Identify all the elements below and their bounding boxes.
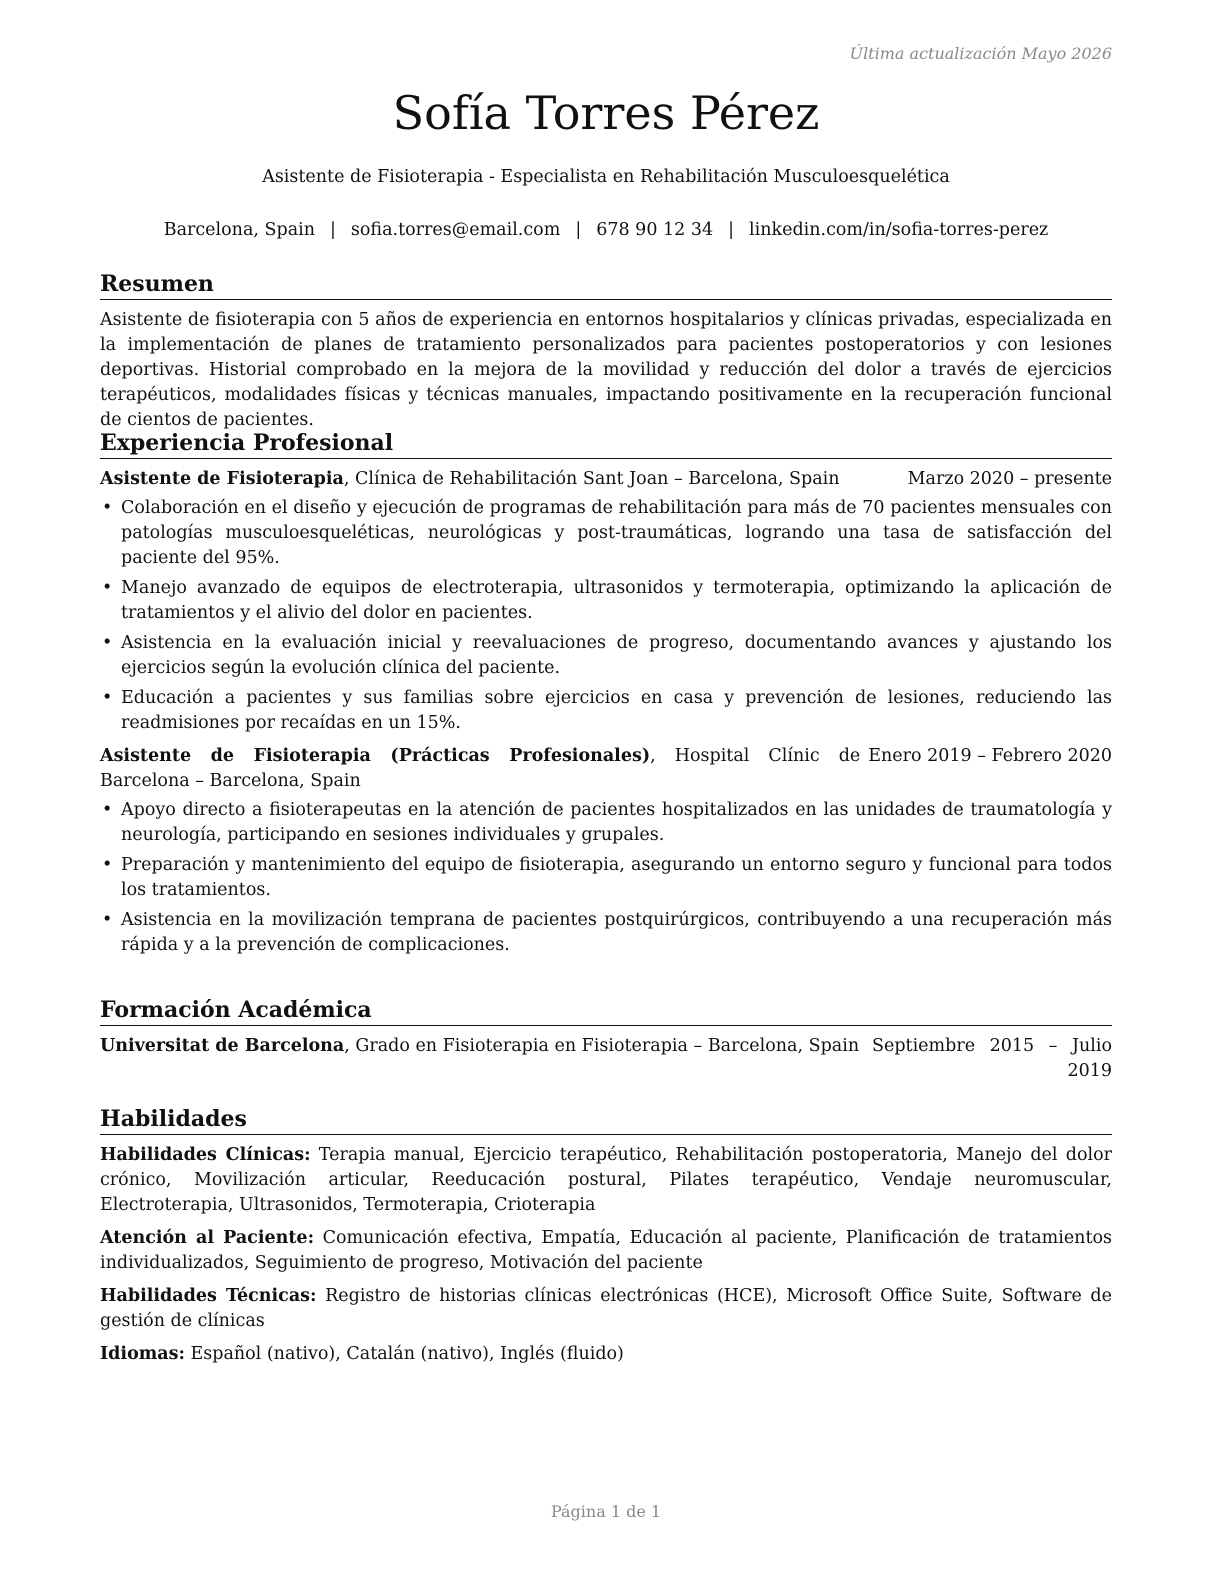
experience-section bbox=[100, 429, 1112, 963]
job-entry bbox=[100, 467, 1112, 736]
section-title-education: Formación Académica bbox=[100, 996, 1112, 1026]
education-degree: , Grado en Fisioterapia en Fisioterapia – Barcelona, Spain bbox=[344, 1036, 860, 1056]
contact-separator: | bbox=[575, 220, 582, 240]
list-item: • Asistencia en la evaluación inicial y reevaluaciones de progreso, documentando avances y ajustando los ejercicios según la evolución clínica del paciente. bbox=[102, 633, 1112, 678]
resume-page bbox=[100, 0, 1112, 1584]
last-updated: Última actualización Mayo 2026 bbox=[849, 44, 1112, 63]
job-header bbox=[100, 744, 1112, 794]
section-title-skills: Habilidades bbox=[100, 1105, 1112, 1135]
skill-value: Terapia manual, Ejercicio terapéutico, Rehabilitación postoperatoria, Manejo del dolor crónico, Movilización articular, Reeducación postural, Pilates terapéutico, Vendaje neuromuscular, Electroterapia, Ultrasonidos, Termoterapia, Crioterapia bbox=[100, 1145, 1112, 1215]
job-header bbox=[100, 467, 1112, 492]
skill-value: Comunicación efectiva, Empatía, Educación al paciente, Planificación de tratamientos individualizados, Seguimiento de progreso, Motivación del paciente bbox=[100, 1228, 1112, 1273]
list-item: • Manejo avanzado de equipos de electroterapia, ultrasonidos y termoterapia, optimizando la aplicación de tratamientos y el alivio del dolor en pacientes. bbox=[102, 578, 1112, 623]
section-title-summary: Resumen bbox=[100, 270, 1112, 300]
candidate-name: Sofía Torres Pérez bbox=[392, 86, 820, 140]
list-item: • Educación a pacientes y sus familias sobre ejercicios en casa y prevención de lesiones, reduciendo las readmisiones por recaídas en un 15%. bbox=[102, 688, 1112, 733]
skill-group bbox=[100, 1284, 1112, 1334]
contact-separator: | bbox=[728, 220, 735, 240]
contact-linkedin[interactable]: linkedin.com/in/sofia-torres-perez bbox=[749, 220, 1049, 240]
skill-value: Registro de historias clínicas electrónicas (HCE), Microsoft Office Suite, Software de gestión de clínicas bbox=[100, 1286, 1112, 1331]
job-role: Asistente de Fisioterapia (Prácticas Profesionales) bbox=[100, 746, 651, 766]
skill-label: Atención al Paciente: bbox=[100, 1228, 315, 1248]
education-dates: Septiembre 2015 – Julio 2019 bbox=[872, 1036, 1112, 1081]
skill-label: Idiomas: bbox=[100, 1344, 185, 1364]
page-number: Página 1 de 1 bbox=[550, 1502, 662, 1521]
job-entry bbox=[100, 744, 1112, 958]
job-dates: Marzo 2020 – presente bbox=[907, 469, 1112, 489]
candidate-tagline: Asistente de Fisioterapia - Especialista en Rehabilitación Musculoesquelética bbox=[262, 167, 950, 187]
job-place: , Clínica de Rehabilitación Sant Joan – Barcelona, Spain bbox=[343, 469, 840, 489]
skill-group bbox=[100, 1143, 1112, 1218]
skill-label: Habilidades Técnicas: bbox=[100, 1286, 317, 1306]
contact-email[interactable]: sofia.torres@email.com bbox=[350, 220, 561, 240]
education-institution: Universitat de Barcelona bbox=[100, 1036, 345, 1056]
skill-label: Habilidades Clínicas: bbox=[100, 1145, 311, 1165]
contact-phone: 678 90 12 34 bbox=[596, 220, 714, 240]
education-entry bbox=[100, 1034, 1112, 1084]
job-place: , Hospital Clínic de Barcelona – Barcelona, Spain bbox=[100, 746, 861, 791]
list-item: • Preparación y mantenimiento del equipo de fisioterapia, asegurando un entorno seguro y funcional para todos los tratamientos. bbox=[102, 855, 1112, 900]
list-item: • Apoyo directo a fisioterapeutas en la atención de pacientes hospitalizados en las unidades de traumatología y neurología, participando en sesiones individuales y grupales. bbox=[102, 800, 1112, 845]
job-role: Asistente de Fisioterapia bbox=[100, 469, 344, 489]
skills-section bbox=[100, 1105, 1112, 1375]
skill-group bbox=[100, 1342, 1112, 1367]
job-bullets bbox=[100, 798, 1112, 958]
contact-separator: | bbox=[330, 220, 336, 240]
job-bullets bbox=[100, 496, 1112, 736]
list-item: • Colaboración en el diseño y ejecución de programas de rehabilitación para más de 70 pacientes mensuales con patologías musculoesqueléticas, neurológicas y post-traumáticas, logrando una tasa de satisfacción del paciente del 95%. bbox=[102, 498, 1112, 568]
list-item: • Asistencia en la movilización temprana de pacientes postquirúrgicos, contribuyendo a una recuperación más rápida y a la prevención de complicaciones. bbox=[102, 910, 1112, 955]
education-section bbox=[100, 996, 1112, 1088]
section-title-experience: Experiencia Profesional bbox=[100, 429, 1112, 459]
job-dates: Enero 2019 – Febrero 2020 bbox=[868, 746, 1112, 766]
contact-location: Barcelona, Spain bbox=[163, 220, 315, 240]
skill-group bbox=[100, 1226, 1112, 1276]
skill-value: Español (nativo), Catalán (nativo), Inglés (fluido) bbox=[184, 1344, 624, 1364]
summary-text: Asistente de fisioterapia con 5 años de experiencia en entornos hospitalarios y clínicas privadas, especializada en la implementación de planes de tratamiento personalizados para pacientes postoperatorios y con lesiones deportivas. Historial comprobado en la mejora de la movilidad y reducción del dolor a través de ejercicios terapéuticos, modalidades físicas y técnicas manuales, impactando positivamente en la recuperación funcional de cientos de pacientes. bbox=[100, 310, 1112, 430]
contact-line bbox=[100, 220, 1112, 240]
summary-section bbox=[100, 270, 1112, 433]
